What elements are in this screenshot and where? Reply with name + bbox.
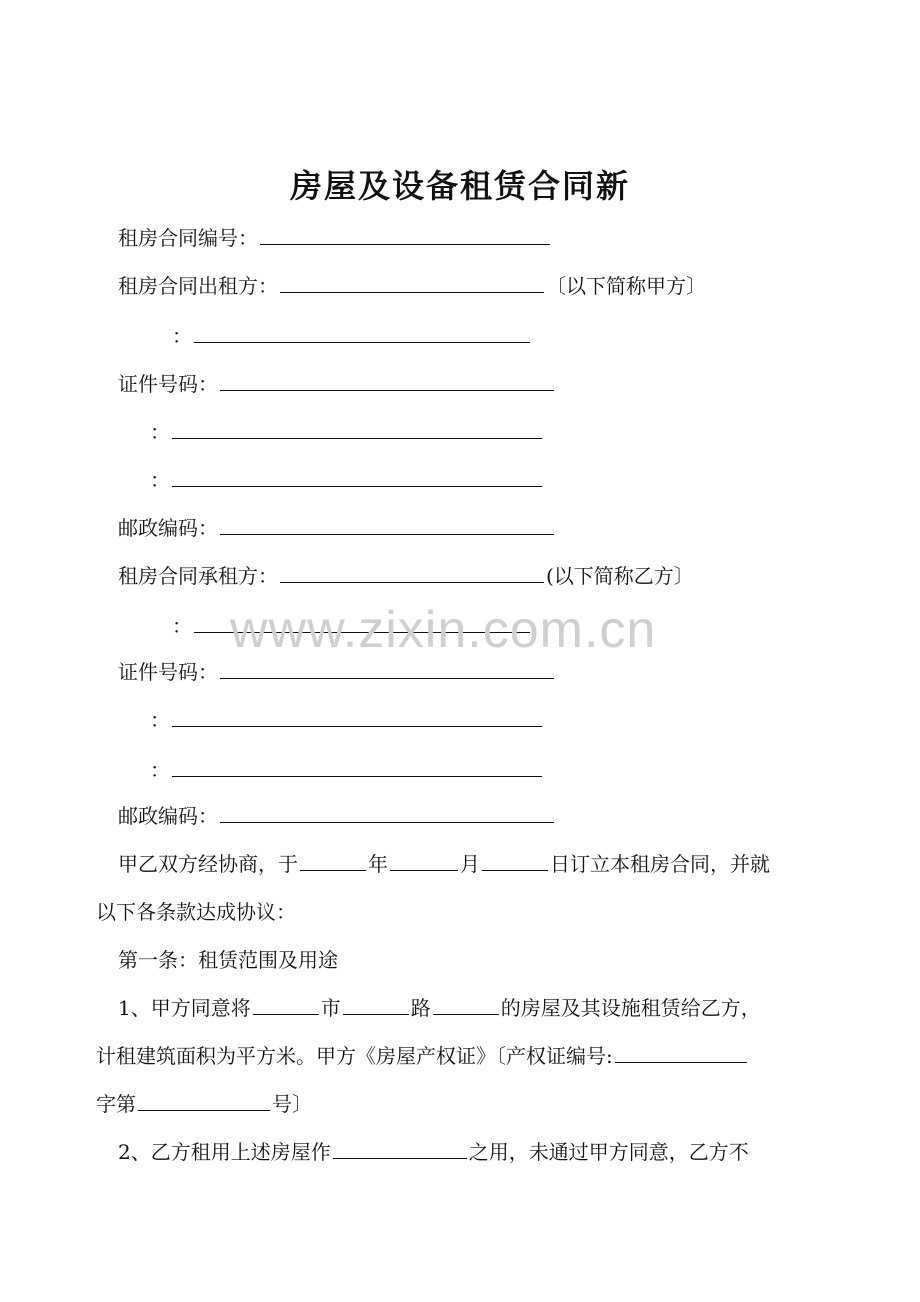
lessor-postcode-blank[interactable]	[220, 514, 554, 535]
clause-1-line-2	[96, 1042, 749, 1070]
postcode-label: 邮政编码：	[118, 516, 218, 540]
lessee-id-row	[118, 658, 556, 686]
clause-1-text-a: 1、甲方同意将	[118, 996, 251, 1020]
certificate-number-blank[interactable]	[615, 1042, 747, 1063]
road-blank[interactable]	[343, 994, 409, 1015]
id-number-label: 证件号码：	[118, 660, 218, 684]
lessee-extra-row-3	[150, 756, 544, 784]
lessor-extra-blank-3[interactable]	[172, 466, 542, 487]
contract-number-label: 租房合同编号：	[118, 226, 258, 250]
lessor-extra-row-3	[150, 466, 544, 494]
lessor-note: 〔以下简称甲方〕	[546, 274, 706, 298]
id-number-label: 证件号码：	[118, 372, 218, 396]
lessee-row	[118, 562, 694, 590]
contract-number-row	[118, 224, 552, 252]
colon-label: ：	[150, 468, 170, 492]
lessee-label: 租房合同承租方：	[118, 564, 278, 588]
article-1-title: 第一条：租赁范围及用途	[118, 948, 338, 972]
lessor-extra-row-1	[172, 322, 532, 350]
lessor-extra-blank-1[interactable]	[194, 322, 530, 343]
city-blank[interactable]	[253, 994, 319, 1015]
clause-1-line-3	[96, 1090, 312, 1118]
agreement-text-b: 日订立本租房合同，并就	[550, 852, 770, 876]
agreement-line-1	[118, 850, 770, 878]
clause-2-text-a: 2、乙方租用上述房屋作	[118, 1140, 331, 1164]
clause-1-line-1	[118, 994, 761, 1022]
lessee-extra-blank-3[interactable]	[172, 756, 542, 777]
lessor-extra-blank-2[interactable]	[172, 418, 542, 439]
month-blank[interactable]	[390, 850, 458, 871]
lessor-row	[118, 272, 706, 300]
lessor-label: 租房合同出租方：	[118, 274, 278, 298]
lessor-extra-row-2	[150, 418, 544, 446]
number-blank[interactable]	[433, 994, 499, 1015]
document-title: 房屋及设备租赁合同新	[289, 167, 630, 205]
clause-1-text-c: 计租建筑面积为平方米。甲方《房屋产权证》〔产权证编号:	[96, 1044, 613, 1068]
watermark: www.zixin.com.cn	[230, 601, 657, 659]
month-label: 月	[460, 852, 480, 876]
lessee-postcode-blank[interactable]	[220, 802, 554, 823]
colon-label: ：	[172, 614, 192, 638]
lessee-extra-blank-2[interactable]	[172, 706, 542, 727]
lessor-postcode-row	[118, 514, 556, 542]
postcode-label: 邮政编码：	[118, 804, 218, 828]
lessor-id-blank[interactable]	[220, 370, 554, 391]
agreement-text-c: 以下各条款达成协议：	[96, 900, 296, 924]
clause-1-text-e: 号〕	[272, 1092, 312, 1116]
lessee-note: (以下简称乙方〕	[546, 564, 694, 588]
road-label: 路	[410, 996, 431, 1020]
clause-1-text-d: 字第	[96, 1092, 136, 1116]
year-label: 年	[368, 852, 388, 876]
certificate-serial-blank[interactable]	[138, 1090, 270, 1111]
day-blank[interactable]	[482, 850, 548, 871]
colon-label: ：	[150, 420, 170, 444]
city-label: 市	[320, 996, 341, 1020]
agreement-line-2	[96, 898, 296, 926]
colon-label: ：	[172, 324, 192, 348]
lessee-postcode-row	[118, 802, 556, 830]
usage-blank[interactable]	[333, 1138, 467, 1159]
clause-2-line-1	[118, 1138, 749, 1166]
lessor-id-row	[118, 370, 556, 398]
year-blank[interactable]	[300, 850, 366, 871]
colon-label: ：	[150, 708, 170, 732]
clause-2-text-b: 之用，未通过甲方同意，乙方不	[468, 1140, 749, 1164]
lessee-extra-row-2	[150, 706, 544, 734]
contract-number-blank[interactable]	[260, 224, 550, 245]
lessor-blank[interactable]	[280, 272, 544, 293]
clause-1-text-b: 的房屋及其设施租赁给乙方，	[500, 996, 761, 1020]
colon-label: ：	[150, 758, 170, 782]
lessee-blank[interactable]	[280, 562, 544, 583]
agreement-text-a: 甲乙双方经协商，于	[118, 852, 298, 876]
article-1-heading	[118, 946, 338, 974]
lessee-id-blank[interactable]	[220, 658, 554, 679]
